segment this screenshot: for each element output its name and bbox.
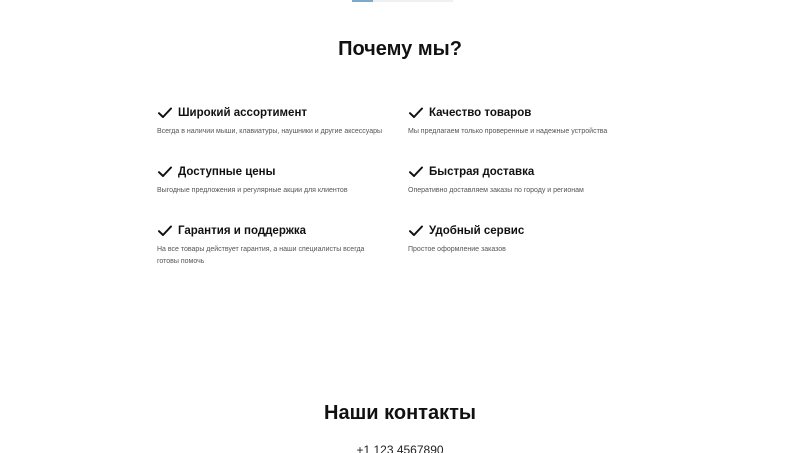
carousel-progress-indicator[interactable] (352, 0, 453, 2)
feature-item-service (408, 223, 648, 256)
feature-description: На все товары действует гарантия, а наши специалисты всегда готовы помочь (157, 246, 365, 265)
contact-phone-link[interactable]: +1 123 4567890 (356, 443, 444, 453)
carousel-progress-fill (352, 0, 373, 2)
feature-description: Оперативно доставляем заказы по городу и регионам (408, 187, 584, 194)
contacts-title: Наши контакты (324, 402, 476, 424)
feature-title: Доступные цены (178, 166, 276, 178)
feature-title: Гарантия и поддержка (178, 225, 306, 237)
check-icon (409, 166, 423, 178)
check-icon (158, 225, 172, 237)
feature-title: Качество товаров (429, 107, 532, 119)
feature-item-delivery (408, 164, 648, 197)
feature-description: Простое оформление заказов (408, 246, 506, 253)
feature-description: Мы предлагаем только проверенные и надежные устройства (408, 128, 608, 135)
check-icon (158, 166, 172, 178)
check-icon (158, 107, 172, 119)
feature-description: Выгодные предложения и регулярные акции для клиентов (157, 187, 348, 194)
feature-item-assortment (157, 105, 397, 138)
check-icon (409, 225, 423, 237)
feature-title: Удобный сервис (429, 225, 525, 237)
check-icon (409, 107, 423, 119)
feature-item-prices (157, 164, 397, 197)
feature-item-warranty (157, 223, 387, 268)
feature-description: Всегда в наличии мыши, клавиатуры, наушники и другие аксессуары (157, 128, 383, 135)
feature-title: Быстрая доставка (429, 166, 535, 178)
why-us-title: Почему мы? (338, 38, 462, 60)
feature-title: Широкий ассортимент (178, 107, 308, 119)
feature-item-quality (408, 105, 648, 138)
